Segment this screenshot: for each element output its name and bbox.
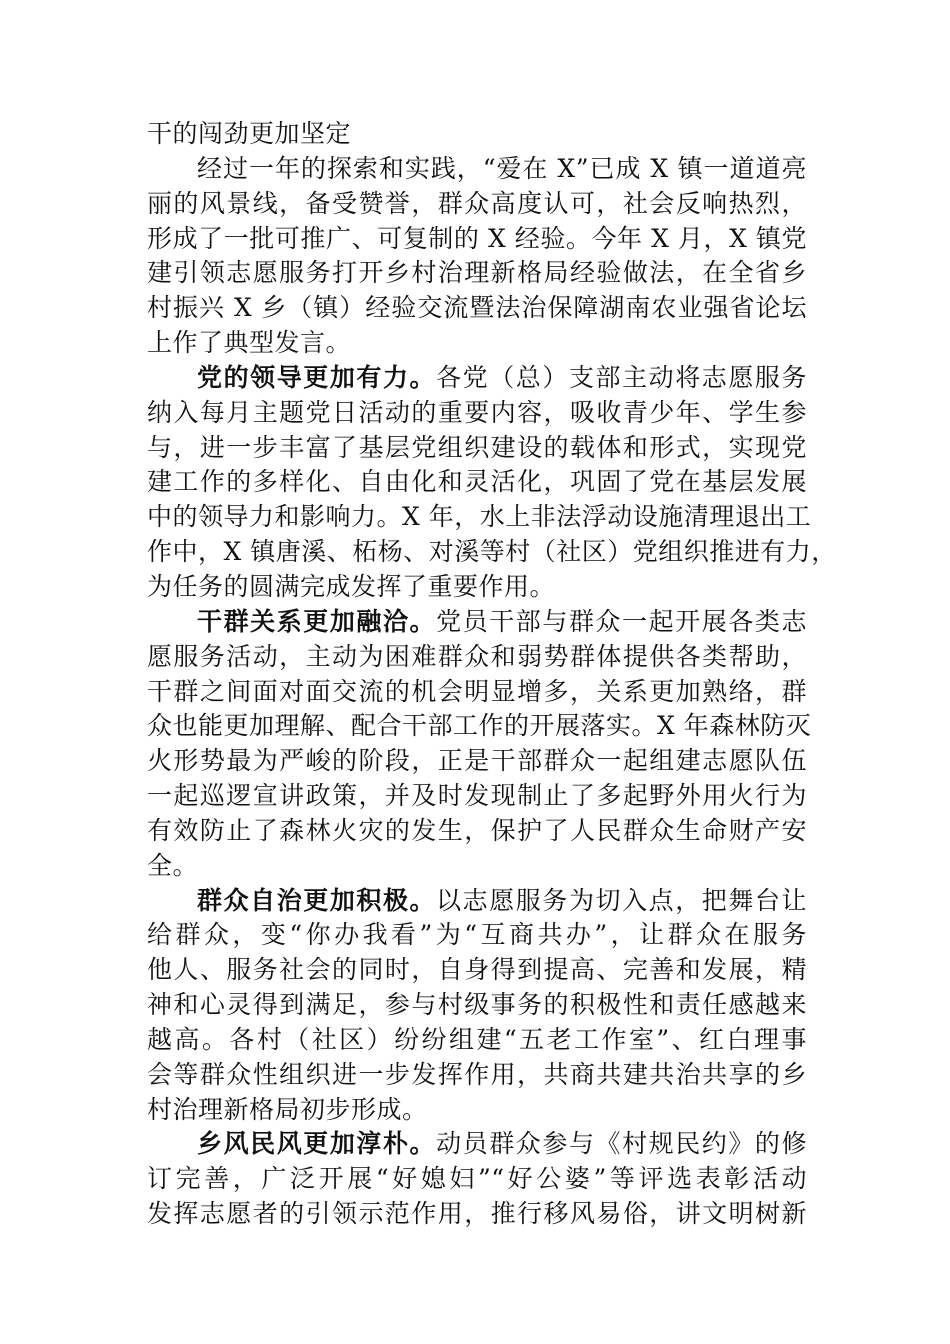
line-text: 干群之间面对面交流的机会明显增多，关系更加熟络，群 bbox=[147, 676, 807, 706]
line-text: 火形势最为严峻的阶段，正是干部群众一起组建志愿队伍 bbox=[147, 746, 807, 776]
document-page bbox=[147, 117, 837, 1232]
line-text: 建引领志愿服务打开乡村治理新格局经验做法，在全省乡 bbox=[147, 258, 807, 288]
line-text: 为任务的圆满完成发挥了重要作用。 bbox=[147, 571, 556, 601]
text-line bbox=[147, 814, 807, 849]
line-text: 作中，X 镇唐溪、柘杨、对溪等村（社区）党组织推进有力， bbox=[147, 537, 837, 567]
text-line bbox=[147, 640, 807, 675]
text-line bbox=[147, 431, 807, 466]
line-text: 神和心灵得到满足，参与村级事务的积极性和责任感越来 bbox=[147, 990, 807, 1020]
line-text: 订完善，广泛开展“好媳妇”“好公婆”等评选表彰活动 bbox=[147, 1164, 807, 1194]
text-line bbox=[147, 1127, 807, 1162]
text-line bbox=[147, 500, 812, 535]
text-line bbox=[147, 744, 807, 779]
text-line bbox=[147, 1162, 807, 1197]
line-text: 村振兴 X 乡（镇）经验交流暨法治保障湖南农业强省论坛 bbox=[147, 293, 807, 323]
text-line bbox=[147, 117, 807, 152]
line-text: 村治理新格局初步形成。 bbox=[147, 1094, 428, 1124]
text-line bbox=[147, 291, 807, 326]
line-text: 各党（总）支部主动将志愿服务 bbox=[436, 362, 807, 392]
line-text: 发挥志愿者的引领示范作用，推行移风易俗，讲文明树新 bbox=[147, 1199, 807, 1229]
line-text: 给群众，变“你办我看”为“互商共办”，让群众在服务 bbox=[147, 920, 807, 950]
line-text: 中的领导力和影响力。X 年，水上非法浮动设施清理退出工 bbox=[147, 502, 812, 532]
line-text: 党员干部与群众一起开展各类志 bbox=[436, 606, 807, 636]
paragraph-lead: 党的领导更加有力。 bbox=[197, 362, 437, 392]
text-line bbox=[147, 1058, 807, 1093]
text-line bbox=[147, 326, 807, 361]
text-line bbox=[147, 361, 807, 396]
text-line bbox=[147, 256, 807, 291]
line-text: 全。 bbox=[147, 850, 199, 880]
text-line bbox=[147, 1093, 807, 1128]
line-text: 越高。各村（社区）纷纷组建“五老工作室”、红白理事 bbox=[147, 1024, 807, 1054]
text-line bbox=[147, 222, 807, 257]
text-line bbox=[147, 1023, 807, 1058]
text-line bbox=[147, 152, 807, 187]
paragraph-lead: 乡风民风更加淳朴。 bbox=[197, 1129, 437, 1159]
line-text: 与，进一步丰富了基层党组织建设的载体和形式，实现党 bbox=[147, 432, 807, 462]
line-text: 动员群众参与《村规民约》的修 bbox=[436, 1129, 807, 1159]
text-line bbox=[147, 988, 807, 1023]
text-line bbox=[147, 675, 807, 710]
line-text: 以志愿服务为切入点，把舞台让 bbox=[436, 885, 807, 915]
line-text: 众也能更加理解、配合干部工作的开展落实。X 年森林防灭 bbox=[147, 711, 812, 741]
line-text: 有效防止了森林火灾的发生，保护了人民群众生命财产安 bbox=[147, 815, 807, 845]
text-line bbox=[147, 187, 807, 222]
paragraph-lead: 群众自治更加积极。 bbox=[197, 885, 437, 915]
line-text: 形成了一批可推广、可复制的 X 经验。今年 X 月，X 镇党 bbox=[147, 223, 807, 253]
text-line bbox=[147, 605, 807, 640]
line-text: 纳入每月主题党日活动的重要内容，吸收青少年、学生参 bbox=[147, 397, 807, 427]
line-text: 愿服务活动，主动为困难群众和弱势群体提供各类帮助， bbox=[147, 641, 807, 671]
text-line bbox=[147, 570, 807, 605]
text-line bbox=[147, 535, 837, 570]
text-line bbox=[147, 953, 807, 988]
line-text: 经过一年的探索和实践，“爱在 X”已成 X 镇一道道亮 bbox=[197, 153, 807, 183]
text-line bbox=[147, 849, 807, 884]
text-line bbox=[147, 465, 807, 500]
paragraph-lead: 干群关系更加融洽。 bbox=[197, 606, 437, 636]
text-line bbox=[147, 779, 807, 814]
text-line bbox=[147, 709, 812, 744]
line-text: 丽的风景线，备受赞誉，群众高度认可，社会反响热烈， bbox=[147, 188, 807, 218]
text-line bbox=[147, 884, 807, 919]
line-text: 建工作的多样化、自由化和灵活化，巩固了党在基层发展 bbox=[147, 467, 807, 497]
line-text: 一起巡逻宣讲政策，并及时发现制止了多起野外用火行为 bbox=[147, 781, 807, 811]
line-text: 会等群众性组织进一步发挥作用，共商共建共治共享的乡 bbox=[147, 1059, 807, 1089]
line-text: 干的闯劲更加坚定 bbox=[147, 119, 352, 148]
text-line bbox=[147, 1197, 807, 1232]
line-text: 上作了典型发言。 bbox=[147, 328, 352, 358]
text-line bbox=[147, 396, 807, 431]
line-text: 他人、服务社会的同时，自身得到提高、完善和发展，精 bbox=[147, 955, 807, 985]
text-line bbox=[147, 918, 807, 953]
